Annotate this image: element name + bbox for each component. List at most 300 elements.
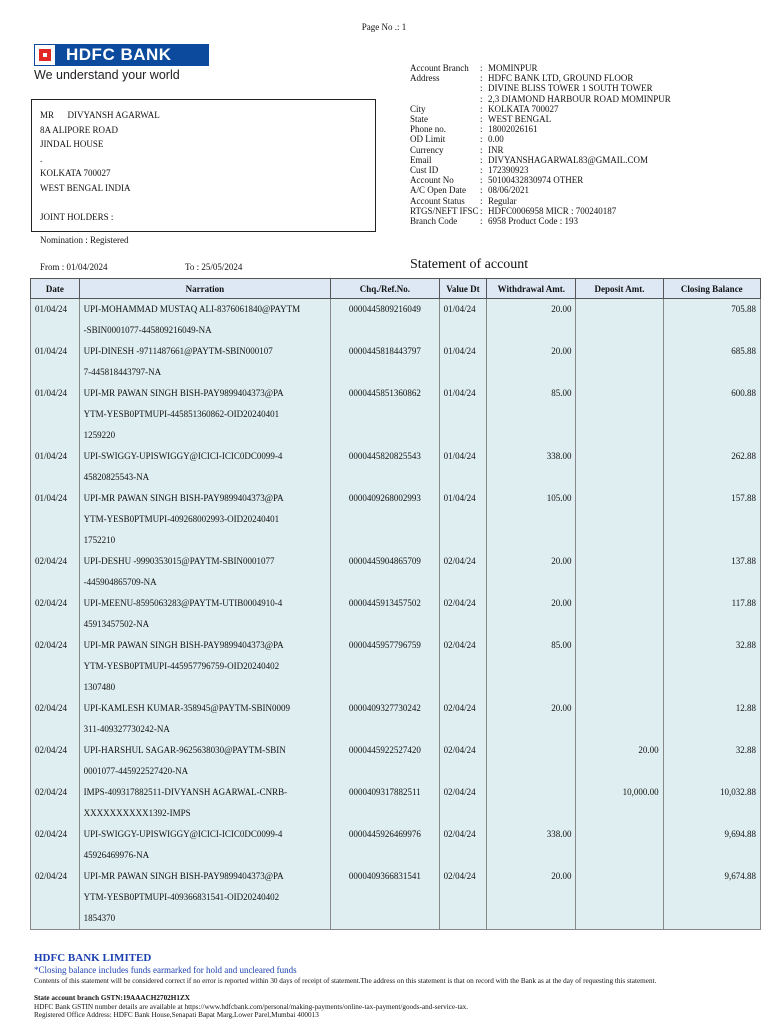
row-date-cell (31, 698, 80, 740)
row-value-date-cell (439, 551, 487, 593)
row-withdrawal-cell (487, 698, 576, 740)
row-withdrawal: 20.00 (551, 346, 572, 356)
row-value-date: 01/04/24 (443, 388, 476, 398)
row-deposit (576, 446, 662, 467)
row-closing-balance: 157.88 (731, 493, 756, 503)
row-ref-no-cell (331, 446, 439, 488)
logo-text: HDFC BANK (66, 45, 172, 64)
row-deposit (576, 698, 662, 719)
account-info-row (410, 165, 671, 175)
account-info-label: Account Branch (410, 63, 469, 73)
account-info-row (410, 216, 671, 226)
account-info-colon: : (480, 185, 483, 196)
row-narration-line: UPI-MR PAWAN SINGH BISH-PAY9899404373@PA (83, 640, 284, 650)
row-ref-no-cell (331, 299, 439, 342)
row-narration-cell (79, 446, 330, 488)
customer-address-box (31, 99, 376, 232)
account-info-value: HDFC0006958 MICR : 700240187 (488, 205, 617, 216)
row-deposit (576, 488, 662, 509)
customer-address-line: JINDAL HOUSE (40, 139, 104, 149)
table-header-row (31, 279, 761, 299)
row-narration-line: YTM-YESB0PTMUPI-445851360862-OID20240401 (83, 409, 280, 419)
row-narration-cell (79, 593, 330, 635)
account-info-label: Account Status (410, 195, 465, 206)
row-ref-no-cell (331, 383, 439, 446)
row-closing-balance-cell (663, 383, 760, 446)
row-deposit-cell (576, 866, 663, 930)
table-row (31, 635, 761, 698)
row-narration-line: UPI-MEENU-8595063283@PAYTM-UTIB0004910-4 (83, 598, 283, 608)
account-info-value: DIVYANSHAGARWAL83@GMAIL.COM (488, 154, 649, 165)
customer-address-line: JOINT HOLDERS : (40, 211, 114, 222)
row-ref-no: 0000445820825543 (348, 451, 421, 461)
row-date-cell (31, 866, 80, 930)
row-date: 01/04/24 (35, 346, 68, 356)
row-closing-balance-cell (663, 341, 760, 383)
account-info-value: 6958 Product Code : 193 (488, 216, 578, 227)
row-value-date-cell (439, 698, 487, 740)
row-narration-cell (79, 635, 330, 698)
row-value-date: 02/04/24 (443, 829, 476, 839)
account-info-row (410, 73, 671, 83)
row-withdrawal-cell (487, 782, 576, 824)
row-narration-cell (79, 299, 330, 342)
account-info-label: Branch Code (410, 216, 458, 227)
row-value-date: 01/04/24 (443, 304, 476, 314)
account-info (410, 63, 671, 226)
row-narration-line: 45820825543-NA (83, 472, 150, 482)
account-info-value: 18002026161 (488, 124, 538, 135)
row-closing-balance: 705.88 (731, 304, 756, 314)
footer-gstn: State account branch GSTN:19AAACH2702H1ZX (34, 994, 190, 1002)
account-info-label: Email (410, 154, 432, 165)
row-withdrawal-cell (487, 824, 576, 866)
row-withdrawal-cell (487, 299, 576, 342)
table-row (31, 740, 761, 782)
row-ref-no: 0000445809216049 (348, 304, 421, 314)
row-date-cell (31, 635, 80, 698)
row-date-cell (31, 824, 80, 866)
row-ref-no-cell (331, 740, 439, 782)
account-info-row (410, 94, 671, 104)
account-info-row (410, 104, 671, 114)
row-ref-no: 0000409268002993 (348, 493, 421, 503)
row-value-date: 02/04/24 (443, 703, 476, 713)
account-info-value: 08/06/2021 (488, 185, 530, 196)
row-ref-no-cell (331, 593, 439, 635)
account-info-colon: : (480, 205, 483, 216)
header-closing-balance: Closing Balance (663, 279, 760, 299)
account-info-row (410, 185, 671, 195)
account-info-colon: : (480, 175, 483, 186)
row-closing-balance: 600.88 (731, 388, 756, 398)
row-closing-balance-cell (663, 551, 760, 593)
row-ref-no: 0000445913457502 (348, 598, 421, 608)
row-date: 01/04/24 (35, 493, 68, 503)
row-ref-no-cell (331, 824, 439, 866)
row-narration-line: UPI-MR PAWAN SINGH BISH-PAY9899404373@PA (83, 871, 284, 881)
row-closing-balance: 12.88 (735, 703, 756, 713)
row-deposit-cell (576, 740, 663, 782)
account-info-value: 172390923 (488, 165, 529, 176)
row-date: 02/04/24 (35, 556, 68, 566)
account-info-colon: : (480, 195, 483, 206)
row-narration-line: UPI-DINESH -9711487661@PAYTM-SBIN000107 (83, 346, 273, 356)
row-closing-balance: 262.88 (731, 451, 756, 461)
table-row (31, 782, 761, 824)
row-closing-balance-cell (663, 488, 760, 551)
row-value-date: 02/04/24 (443, 871, 476, 881)
row-narration-line: 45926469976-NA (83, 850, 150, 860)
row-withdrawal: 20.00 (551, 598, 572, 608)
row-ref-no-cell (331, 698, 439, 740)
row-narration-line: UPI-DESHU -9990353015@PAYTM-SBIN0001077 (83, 556, 275, 566)
row-narration-line: 45913457502-NA (83, 619, 150, 629)
row-ref-no-cell (331, 866, 439, 930)
account-info-value: 0.00 (488, 134, 504, 145)
row-date-cell (31, 740, 80, 782)
row-value-date-cell (439, 740, 487, 782)
row-ref-no-cell (331, 341, 439, 383)
row-value-date-cell (439, 593, 487, 635)
row-withdrawal: 20.00 (551, 556, 572, 566)
row-narration-line: 1307480 (83, 682, 116, 692)
header-date: Date (31, 279, 80, 299)
row-withdrawal: 338.00 (546, 829, 572, 839)
row-deposit-cell (576, 551, 663, 593)
footer-bank-name: HDFC BANK LIMITED (34, 952, 152, 964)
row-narration-cell (79, 383, 330, 446)
row-withdrawal (487, 782, 575, 803)
customer-address-line: . (40, 153, 43, 164)
row-deposit: 10,000.00 (622, 787, 659, 797)
table-row (31, 824, 761, 866)
row-narration-line: 0001077-445922527420-NA (83, 766, 189, 776)
row-deposit (576, 866, 662, 887)
row-deposit (576, 824, 662, 845)
row-value-date-cell (439, 446, 487, 488)
account-info-value: DIVINE BLISS TOWER 1 SOUTH TOWER (488, 83, 653, 94)
row-ref-no: 0000445904865709 (348, 556, 421, 566)
row-narration-line: 1752210 (83, 535, 116, 545)
row-date: 02/04/24 (35, 745, 68, 755)
row-date: 01/04/24 (35, 451, 68, 461)
row-narration-line: UPI-MR PAWAN SINGH BISH-PAY9899404373@PA (83, 493, 284, 503)
account-info-value: 2,3 DIAMOND HARBOUR ROAD MOMINPUR (488, 93, 671, 104)
account-info-label: Cust ID (410, 165, 439, 176)
row-ref-no-cell (331, 488, 439, 551)
account-info-colon: : (480, 216, 483, 227)
account-info-row (410, 196, 671, 206)
row-value-date-cell (439, 488, 487, 551)
row-narration-line: UPI-HARSHUL SAGAR-9625638030@PAYTM-SBIN (83, 745, 286, 755)
row-narration-cell (79, 824, 330, 866)
row-narration-cell (79, 782, 330, 824)
row-value-date: 01/04/24 (443, 346, 476, 356)
footer-gstin-note: HDFC Bank GSTIN number details are available at https://www.hdfcbank.com/personal/making-payments/online-tax-payment/goods-and-service-tax. (34, 1003, 469, 1011)
row-value-date: 02/04/24 (443, 787, 476, 797)
row-value-date-cell (439, 383, 487, 446)
account-info-row (410, 134, 671, 144)
account-info-row (410, 124, 671, 134)
transactions-table (30, 278, 761, 930)
row-ref-no-cell (331, 551, 439, 593)
row-date: 02/04/24 (35, 871, 68, 881)
row-value-date: 02/04/24 (443, 598, 476, 608)
row-withdrawal: 20.00 (551, 304, 572, 314)
row-ref-no: 0000445926469976 (348, 829, 421, 839)
row-date-cell (31, 299, 80, 342)
row-deposit (576, 299, 662, 320)
account-info-colon: : (480, 144, 483, 155)
row-date-cell (31, 446, 80, 488)
row-deposit-cell (576, 824, 663, 866)
account-info-colon: : (480, 73, 483, 84)
row-closing-balance-cell (663, 782, 760, 824)
row-withdrawal-cell (487, 866, 576, 930)
statement-title: Statement of account (410, 257, 529, 272)
row-closing-balance: 117.88 (731, 598, 756, 608)
row-deposit (576, 383, 662, 404)
row-deposit-cell (576, 782, 663, 824)
row-ref-no: 0000409317882511 (349, 787, 421, 797)
hdfc-logo (34, 44, 209, 66)
row-closing-balance-cell (663, 824, 760, 866)
row-narration-line: UPI-MOHAMMAD MUSTAQ ALI-8376061840@PAYTM (83, 304, 301, 314)
row-deposit-cell (576, 593, 663, 635)
account-info-row (410, 63, 671, 73)
row-closing-balance-cell (663, 635, 760, 698)
row-ref-no: 0000445851360862 (348, 388, 421, 398)
table-row (31, 698, 761, 740)
account-info-row (410, 175, 671, 185)
account-info-label (410, 94, 480, 104)
row-value-date: 02/04/24 (443, 745, 476, 755)
row-narration-line: 311-409327730242-NA (83, 724, 170, 734)
table-row (31, 551, 761, 593)
account-info-colon: : (480, 154, 483, 165)
customer-address-line: MR DIVYANSH AGARWAL (40, 110, 160, 120)
row-ref-no-cell (331, 782, 439, 824)
row-date-cell (31, 383, 80, 446)
row-date: 01/04/24 (35, 304, 68, 314)
row-closing-balance: 32.88 (735, 745, 756, 755)
row-closing-balance-cell (663, 740, 760, 782)
account-info-row (410, 145, 671, 155)
customer-address-line: KOLKATA 700027 (40, 168, 111, 178)
row-withdrawal: 85.00 (551, 640, 572, 650)
header-withdrawal: Withdrawal Amt. (487, 279, 576, 299)
row-withdrawal-cell (487, 383, 576, 446)
row-closing-balance-cell (663, 593, 760, 635)
table-row (31, 446, 761, 488)
page-number: Page No .: 1 (361, 22, 407, 32)
row-closing-balance: 32.88 (735, 640, 756, 650)
table-row (31, 383, 761, 446)
row-value-date: 01/04/24 (443, 493, 476, 503)
account-info-label: State (410, 114, 428, 125)
row-withdrawal: 85.00 (551, 388, 572, 398)
row-ref-no: 0000445957796759 (348, 640, 421, 650)
row-narration-line: -445904865709-NA (83, 577, 157, 587)
account-info-row (410, 155, 671, 165)
row-closing-balance-cell (663, 446, 760, 488)
hdfc-logo-mark-icon (34, 44, 56, 66)
row-value-date-cell (439, 341, 487, 383)
row-ref-no: 0000409327730242 (348, 703, 421, 713)
row-narration-line: UPI-MR PAWAN SINGH BISH-PAY9899404373@PA (83, 388, 284, 398)
account-info-label (410, 83, 480, 93)
row-narration-cell (79, 488, 330, 551)
row-deposit-cell (576, 635, 663, 698)
period-from: From : 01/04/2024 (40, 262, 108, 272)
row-narration-line: XXXXXXXXXX1392-IMPS (83, 808, 191, 818)
row-value-date-cell (439, 824, 487, 866)
account-info-label: Phone no. (410, 124, 446, 135)
row-value-date: 02/04/24 (443, 556, 476, 566)
row-value-date-cell (439, 299, 487, 342)
account-info-colon: : (480, 134, 483, 145)
row-date-cell (31, 341, 80, 383)
row-value-date: 02/04/24 (443, 640, 476, 650)
row-withdrawal: 338.00 (546, 451, 572, 461)
row-date-cell (31, 488, 80, 551)
customer-address-line (40, 195, 375, 210)
row-deposit-cell (576, 488, 663, 551)
row-narration-line: IMPS-409317882511-DIVYANSH AGARWAL-CNRB- (83, 787, 288, 797)
row-closing-balance-cell (663, 299, 760, 342)
row-ref-no-cell (331, 635, 439, 698)
row-value-date-cell (439, 866, 487, 930)
row-withdrawal-cell (487, 551, 576, 593)
footer-contents-note: Contents of this statement will be considered correct if no error is reported within 30 days of receipt of statement.The address on this statement is that on record with the Bank as at the day of requesting this statement. (34, 977, 657, 985)
row-value-date-cell (439, 635, 487, 698)
row-closing-balance: 10,032.88 (720, 787, 756, 797)
account-info-colon: : (480, 103, 483, 114)
account-info-row (410, 206, 671, 216)
account-info-value: KOLKATA 700027 (488, 103, 559, 114)
row-deposit-cell (576, 446, 663, 488)
account-info-label: A/C Open Date (410, 185, 466, 196)
row-narration-line: UPI-KAMLESH KUMAR-358945@PAYTM-SBIN0009 (83, 703, 291, 713)
row-ref-no: 0000445818443797 (348, 346, 421, 356)
row-withdrawal-cell (487, 446, 576, 488)
row-deposit-cell (576, 383, 663, 446)
row-withdrawal-cell (487, 740, 576, 782)
row-date: 01/04/24 (35, 388, 68, 398)
row-narration-cell (79, 551, 330, 593)
account-info-value: INR (488, 144, 504, 155)
row-narration-cell (79, 698, 330, 740)
account-info-label: RTGS/NEFT IFSC (410, 205, 479, 216)
row-closing-balance-cell (663, 698, 760, 740)
header-narration: Narration (79, 279, 330, 299)
header-ref-no: Chq./Ref.No. (331, 279, 439, 299)
account-info-value: MOMINPUR (488, 63, 538, 73)
row-date-cell (31, 551, 80, 593)
nomination-status: Nomination : Registered (40, 235, 129, 245)
row-withdrawal-cell (487, 488, 576, 551)
row-narration-line: YTM-YESB0PTMUPI-409366831541-OID20240402 (83, 892, 280, 902)
account-info-label: OD Limit (410, 134, 446, 145)
row-withdrawal-cell (487, 593, 576, 635)
row-closing-balance: 9,674.88 (724, 871, 756, 881)
account-info-label: Currency (410, 144, 444, 155)
table-row (31, 593, 761, 635)
account-info-colon: : (480, 124, 483, 135)
row-narration-line: 1259220 (83, 430, 116, 440)
footer-closing-note: *Closing balance includes funds earmarked for hold and uncleared funds (34, 965, 297, 975)
table-row (31, 299, 761, 342)
account-info-label: City (410, 103, 426, 114)
customer-address-line: WEST BENGAL INDIA (40, 182, 131, 193)
customer-address-line: 8A ALIPORE ROAD (40, 124, 119, 135)
account-info-label: Address (410, 73, 440, 84)
account-info-row (410, 114, 671, 124)
row-narration-line: 7-445818443797-NA (83, 367, 162, 377)
header-deposit: Deposit Amt. (576, 279, 663, 299)
row-date: 02/04/24 (35, 598, 68, 608)
row-narration-line: UPI-SWIGGY-UPISWIGGY@ICICI-ICIC0DC0099-4 (83, 829, 283, 839)
account-info-colon: : (480, 93, 483, 104)
row-withdrawal-cell (487, 635, 576, 698)
row-date: 02/04/24 (35, 787, 68, 797)
row-deposit-cell (576, 341, 663, 383)
row-date-cell (31, 593, 80, 635)
row-withdrawal: 105.00 (546, 493, 572, 503)
row-date: 02/04/24 (35, 703, 68, 713)
table-row (31, 488, 761, 551)
account-info-colon: : (480, 63, 483, 73)
account-info-value: 50100432830974 OTHER (488, 175, 584, 186)
account-info-colon: : (480, 114, 483, 125)
row-value-date: 01/04/24 (443, 451, 476, 461)
account-info-colon: : (480, 83, 483, 94)
table-row (31, 341, 761, 383)
footer-registered-office: Registered Office Address: HDFC Bank House,Senapati Bapat Marg,Lower Parel,Mumbai 400013 (34, 1011, 319, 1019)
row-withdrawal: 20.00 (551, 871, 572, 881)
row-deposit (576, 341, 662, 362)
row-ref-no: 0000409366831541 (348, 871, 421, 881)
account-info-label: Account No (410, 175, 454, 186)
row-closing-balance-cell (663, 866, 760, 930)
row-deposit (576, 593, 662, 614)
row-withdrawal: 20.00 (551, 703, 572, 713)
table-row (31, 866, 761, 930)
row-closing-balance: 685.88 (731, 346, 756, 356)
account-info-value: HDFC BANK LTD, GROUND FLOOR (488, 73, 634, 84)
account-info-colon: : (480, 165, 483, 176)
row-deposit: 20.00 (638, 745, 659, 755)
row-narration-line: UPI-SWIGGY-UPISWIGGY@ICICI-ICIC0DC0099-4 (83, 451, 283, 461)
row-closing-balance: 137.88 (731, 556, 756, 566)
row-date: 02/04/24 (35, 640, 68, 650)
row-narration-cell (79, 740, 330, 782)
account-info-row (410, 83, 671, 93)
account-info-value: Regular (488, 195, 517, 206)
row-date: 02/04/24 (35, 829, 68, 839)
row-narration-line: 1854370 (83, 913, 116, 923)
row-withdrawal-cell (487, 341, 576, 383)
row-closing-balance: 9,694.88 (724, 829, 756, 839)
row-value-date-cell (439, 782, 487, 824)
row-deposit (576, 551, 662, 572)
row-deposit (576, 635, 662, 656)
header-value-date: Value Dt (439, 279, 487, 299)
row-withdrawal (487, 740, 575, 761)
row-narration-line: YTM-YESB0PTMUPI-445957796759-OID20240402 (83, 661, 280, 671)
bank-tagline: We understand your world (34, 68, 180, 82)
